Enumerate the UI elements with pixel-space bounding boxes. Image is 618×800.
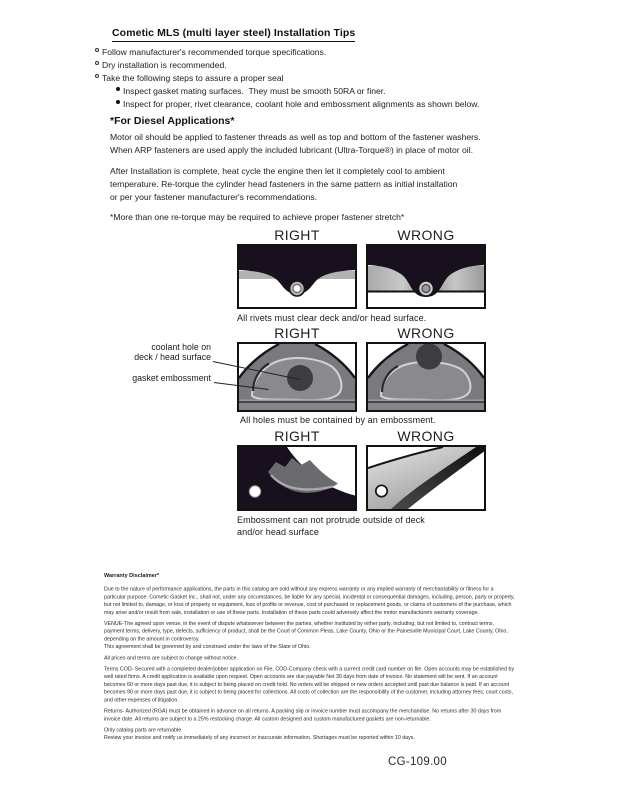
list-item [95, 42, 326, 55]
list-item-label: Take the following steps to assure a proper seal [102, 73, 284, 83]
coolant-hole-wrong-diagram [366, 342, 486, 412]
catalog-page-code: CG-109.00 [388, 756, 447, 768]
dot-bullet-icon [116, 100, 120, 104]
diesel-section-heading: *For Diesel Applications* [110, 115, 235, 127]
diesel-paragraph-line: temperature. Re-torque the cylinder head fasteners in the same pattern as initial installation [110, 179, 458, 189]
wrong-label: WRONG [397, 325, 455, 341]
list-item [95, 55, 227, 68]
warranty-paragraph: Due to the nature of performance applications, the parts in this catalog are sold without any express warranty or any implied warranty of merchantability or fitness for a particular purpose. Cometic Gasket Inc., shall not, under any circumstances, be liable for any special, incidental or consequential damages, including, person, party or property, but not limited to, damage, or loss of property or equipment, loss of profits or revenue, cost of purchased or replacement goods, or claims of customers of the purchase, which may arise and/or result from sale, installation or use of these parts. Installation of these parts could adversely affect the motor manufacturers warranty coverage. [104, 586, 515, 616]
warranty-paragraph: This agreement shall be governed by and construed under the laws of the State of Ohio. [104, 643, 311, 650]
coolant-hole-caption: All holes must be contained by an embossment. [240, 415, 436, 425]
circle-bullet-icon [95, 61, 99, 65]
dot-bullet-icon [116, 87, 120, 91]
rivet-wrong-drawing [368, 246, 484, 307]
circle-bullet-icon [95, 74, 99, 78]
page-title: Cometic MLS (multi layer steel) Installation Tips [112, 27, 355, 42]
coolant-hole-wrong-drawing [368, 344, 484, 410]
embossment-caption-line2: and/or head surface [237, 527, 319, 537]
embossment-right-diagram [237, 445, 357, 511]
list-item-label: Inspect gasket mating surfaces. They must be smooth 50RA or finer. [123, 86, 386, 96]
page-title-wrap [112, 23, 355, 42]
wrong-label: WRONG [397, 428, 455, 444]
coolant-hole-right-diagram [237, 342, 357, 412]
list-item-label: Inspect for proper, rivet clearance, coolant hole and embossment alignments as shown below. [123, 99, 480, 109]
list-sub-item [116, 94, 479, 107]
embossment-wrong-diagram [366, 445, 486, 511]
warranty-heading: Warranty Disclaimer* [104, 572, 160, 579]
embossment-callout: gasket embossment [132, 373, 211, 383]
coolant-hole-callout-line2: deck / head surface [134, 352, 211, 362]
embossment-caption-line1: Embossment can not protrude outside of deck [237, 515, 425, 525]
embossment-right-drawing [239, 447, 355, 509]
right-label: RIGHT [274, 325, 320, 341]
rivet-caption: All rivets must clear deck and/or head surface. [237, 313, 427, 323]
diesel-paragraph-line: or per your fastener manufacturer's recommendations. [110, 192, 318, 202]
warranty-paragraph: Only catalog parts are returnable. [104, 726, 183, 733]
circle-bullet-icon [95, 48, 99, 52]
warranty-paragraph: Terms COD- Secured with a completed dealer/jobber application on File, COD-Company check with a current credit card number on file. Open accounts may be established by well rated firms. A credit application is available upon request. Open accounts are due payable Net 30 days from date of invoice. No statement will be sent. If an account becomes 60 or more days past due, it is subject to being placed on credit hold. No orders will be shipped or new orders accepted until past due balance is paid. If an account becomes 90 or more days past due, it is subject to being placed for collections. All costs of collection are the responsibility of the customer, including attorney fees, court costs, and other expenses of litigation. [104, 666, 515, 703]
list-item-label: Dry installation is recommended. [102, 60, 227, 70]
rivet-right-diagram [237, 244, 357, 309]
retorque-note: *More than one re-torque may be required to achieve proper fastener stretch* [110, 212, 405, 222]
right-label: RIGHT [274, 428, 320, 444]
right-label: RIGHT [274, 227, 320, 243]
list-item [95, 68, 284, 81]
warranty-paragraph: Returns- Authorized (RGA) must be obtained in advance on all returns. A packing slip or invoice number must accompany the merchandise. No returns after 30 days from invoice date. All returns are subject to a 25% restocking charge. All custom designed and custom manufactured gaskets are non-returnable. [104, 708, 502, 722]
wrong-label: WRONG [397, 227, 455, 243]
list-item-label: Follow manufacturer's recommended torque specifications. [102, 47, 327, 57]
coolant-hole-right-drawing [239, 344, 355, 410]
warranty-paragraph: All prices and terms are subject to change without notice. [104, 654, 238, 661]
rivet-wrong-diagram [366, 244, 486, 309]
warranty-paragraph: VENUE-The agreed upon venue, in the event of dispute whatsoever between the parties, whether instituted by either party, including, but not limited to, contract terms, payment terms, delivery, type, defects, sufficiency of product, shall be the Court of Common Pleas, Lake County, Ohio or the Painesville Municipal Court, Lake County, Ohio, depending on the amount in controversy. [104, 620, 508, 642]
diesel-paragraph-line: Motor oil should be applied to fastener threads as well as top and bottom of the fastener washers. [110, 132, 481, 142]
warranty-disclaimer-section [104, 572, 515, 745]
rivet-right-drawing [239, 246, 355, 307]
diesel-paragraph-line: When ARP fasteners are used apply the included lubricant (Ultra-Torque®) in place of motor oil. [110, 145, 473, 155]
diesel-paragraph-line: After Installation is complete, heat cycle the engine then let it completely cool to ambient [110, 166, 445, 176]
coolant-hole-callout-line1: coolant hole on [151, 342, 211, 352]
warranty-paragraph: Review your invoice and notify us immediately of any incorrect or inaccurate information. Shortages must be reported within 10 days. [104, 734, 415, 741]
embossment-wrong-drawing [368, 447, 484, 509]
list-sub-item [116, 81, 386, 94]
